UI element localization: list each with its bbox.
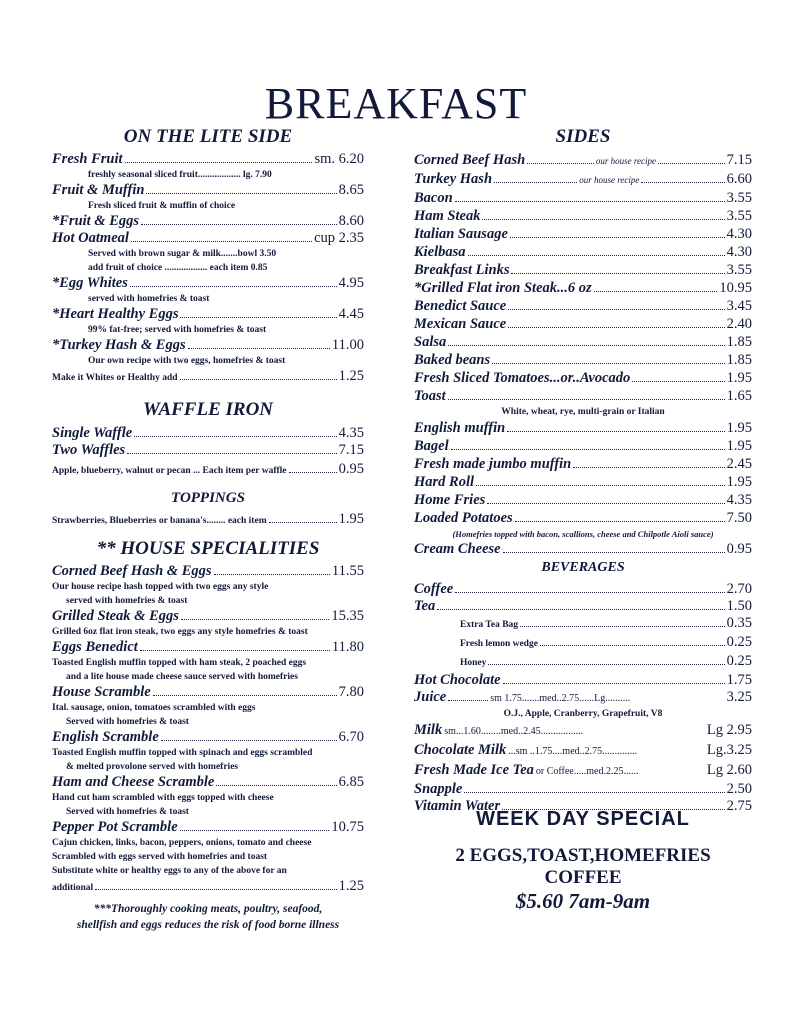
item-price: 2.50 [726, 781, 752, 797]
cream-cheese-row [414, 541, 752, 558]
item-price: 1.75 [726, 672, 752, 688]
sides-list [414, 151, 752, 405]
dot-leader [476, 485, 725, 486]
dot-leader [488, 664, 724, 665]
side-item [414, 151, 752, 170]
hot-chocolate-row [414, 672, 752, 689]
item-price: Lg.3.25 [706, 742, 752, 758]
toppings-label: Strawberries, Blueberries or banana's........ each item [52, 516, 267, 526]
side-item [414, 261, 752, 279]
dot-leader [448, 700, 488, 701]
item-price: 7.15 [338, 442, 364, 458]
side-item [414, 333, 752, 351]
item-price: 11.00 [331, 337, 364, 353]
item-price: 11.80 [331, 639, 364, 655]
side-item [414, 491, 752, 509]
item-price: 6.70 [338, 729, 364, 745]
item-price: 2.70 [726, 581, 752, 597]
dot-leader [451, 449, 725, 450]
item-description: Our own recipe with two eggs, homefries & toast [88, 356, 286, 366]
item-price: 6.60 [726, 171, 753, 187]
item-name: Grilled Steak & Eggs [52, 608, 179, 624]
item-name: *Egg Whites [52, 275, 128, 291]
item-name: Juice [414, 689, 447, 705]
dot-leader [141, 224, 337, 225]
side-item [414, 387, 752, 405]
dot-leader [153, 695, 337, 696]
dot-leader [540, 645, 725, 646]
left-column [52, 126, 364, 933]
item-description: Toasted English muffin topped with spinach and eggs scrambled [52, 748, 313, 758]
waffle-note-label: Apple, blueberry, walnut or pecan ... Each item per waffle [52, 466, 287, 476]
item-price: 4.35 [338, 425, 364, 441]
lite-item [52, 337, 364, 354]
item-price: 1.95 [726, 438, 752, 454]
dot-leader [573, 467, 724, 468]
dot-leader [492, 363, 725, 364]
item-price: 8.60 [338, 213, 364, 229]
house-item [52, 819, 364, 836]
dot-leader [269, 522, 337, 523]
item-description: freshly seasonal sliced fruit.................. lg. 7.90 [88, 170, 272, 180]
dot-leader [508, 327, 724, 328]
side-item [414, 351, 752, 369]
item-description: served with homefries & toast [66, 596, 188, 606]
dot-leader [146, 193, 336, 194]
dot-leader [131, 241, 312, 242]
tea-extras-list [414, 615, 752, 672]
juice-sizes: sm 1.75.......med..2.75......Lg.......... [490, 693, 631, 704]
house-item [52, 729, 364, 746]
item-name: *Turkey Hash & Eggs [52, 337, 186, 353]
item-name: Ham and Cheese Scramble [52, 774, 215, 790]
dot-leader [594, 291, 718, 292]
item-price: 1.95 [726, 370, 752, 386]
item-name: *Fruit & Eggs [52, 213, 140, 229]
item-price: 2.75 [726, 798, 752, 814]
tea-extra-item [414, 615, 752, 634]
dot-leader [482, 219, 724, 220]
item-description: and a lite house made cheese sauce served with homefries [66, 672, 298, 682]
tea-row [414, 598, 752, 615]
dot-leader [181, 619, 329, 620]
item-name: Toast [414, 388, 446, 404]
potatoes-note: (Homefries topped with bacon, scallions, cheese and Chilpotle Aioli sauce) [452, 529, 714, 539]
waffle-item [52, 442, 364, 459]
side-item [414, 419, 752, 437]
item-name: English Scramble [52, 729, 159, 745]
lite-addon-label: Make it Whites or Healthy add [52, 373, 178, 383]
item-price: 3.45 [726, 298, 752, 314]
house-item [52, 684, 364, 701]
item-description: Hand cut ham scrambled with eggs topped with cheese [52, 793, 274, 803]
item-name: Fresh Fruit [52, 151, 123, 167]
item-price: 0.35 [726, 615, 752, 631]
item-description: Ital. sausage, onion, tomatoes scrambled with eggs [52, 703, 256, 713]
dot-leader [527, 163, 594, 164]
lite-addon-price: 1.25 [338, 368, 364, 384]
item-price: 1.85 [726, 334, 752, 350]
dot-leader [180, 830, 330, 831]
item-name: *Heart Healthy Eggs [52, 306, 179, 322]
item-name: Kielbasa [414, 244, 466, 260]
item-price: Lg 2.60 [706, 762, 752, 778]
juice-row [414, 689, 752, 707]
right-column [414, 126, 752, 815]
house-item [52, 563, 364, 580]
item-description: 99% fat-free; served with homefries & toast [88, 325, 267, 335]
dot-leader [125, 162, 313, 163]
side-item [414, 315, 752, 333]
item-price: 0.25 [726, 653, 752, 669]
house-heading: ** HOUSE SPECIALITIES [96, 538, 320, 559]
item-name: Fresh Sliced Tomatoes...or..Avocado [414, 370, 631, 386]
item-name: Turkey Hash [414, 171, 493, 187]
item-name: Two Waffles [52, 442, 126, 458]
item-name: Salsa [414, 334, 447, 350]
lite-item [52, 230, 364, 247]
side-item [414, 509, 752, 527]
juice-note: O.J., Apple, Cranberry, Grapefruit, V8 [503, 709, 663, 719]
item-price: 3.25 [726, 689, 752, 705]
dot-leader [437, 609, 724, 610]
special-line-1: 2 EGGS,TOAST,HOMEFRIES [455, 845, 711, 866]
item-name: Ham Steak [414, 208, 481, 224]
item-price: Lg 2.95 [706, 722, 752, 738]
dot-leader [134, 436, 336, 437]
dot-leader [188, 348, 330, 349]
item-price: 3.55 [726, 208, 752, 224]
item-name: Fruit & Muffin [52, 182, 145, 198]
house-addon [52, 878, 364, 897]
item-price: cup 2.35 [314, 230, 364, 246]
item-sizes: ...sm ..1.75....med..2.75.............. [508, 746, 638, 757]
weekday-special [414, 808, 752, 914]
side-item [414, 297, 752, 315]
item-description: & melted provolone served with homefries [66, 762, 239, 772]
item-description: Served with homefries & toast [66, 717, 189, 727]
dot-leader [658, 163, 725, 164]
dot-leader [455, 201, 725, 202]
item-name: Extra Tea Bag [460, 620, 519, 630]
milk-item [414, 721, 752, 741]
item-price: 8.65 [338, 182, 364, 198]
toppings-price: 1.95 [338, 511, 364, 527]
dot-leader [455, 592, 724, 593]
dot-leader [468, 255, 725, 256]
item-price: 11.55 [331, 563, 364, 579]
item-price: 4.30 [726, 226, 752, 242]
item-description: Our house recipe hash topped with two eggs any style [52, 582, 269, 592]
dot-leader [95, 889, 336, 890]
house-item [52, 774, 364, 791]
beverages-heading: BEVERAGES [541, 560, 625, 575]
side-item [414, 207, 752, 225]
item-price: 1.95 [726, 420, 752, 436]
item-name: Benedict Sauce [414, 298, 507, 314]
item-name: Tea [414, 598, 436, 614]
item-price: 1.50 [726, 598, 752, 614]
lite-item [52, 151, 364, 168]
item-description: Fresh sliced fruit & muffin of choice [88, 201, 236, 211]
house-extra-1: Scrambled with eggs served with homefries and toast [52, 852, 268, 862]
dot-leader [508, 309, 724, 310]
tea-extra-item [414, 634, 752, 653]
item-name: Corned Beef Hash [414, 152, 526, 168]
side-item [414, 369, 752, 387]
item-description: Cajun chicken, links, bacon, peppers, onions, tomato and cheese [52, 838, 312, 848]
waffle-note [52, 461, 364, 480]
item-price: 1.85 [726, 352, 752, 368]
item-name: Breakfast Links [414, 262, 510, 278]
dot-leader [127, 453, 336, 454]
dot-leader [503, 683, 725, 684]
item-name: Baked beans [414, 352, 491, 368]
side-item [414, 170, 752, 189]
item-description: Toasted English muffin topped with ham steak, 2 poached eggs [52, 658, 307, 668]
item-name: Coffee [414, 581, 454, 597]
dot-leader [632, 381, 724, 382]
footer-line-2: shellfish and eggs reduces the risk of food borne illness [76, 919, 340, 931]
item-sizes: or Coffee.....med.2.25...... [535, 766, 639, 777]
footer-line-1: ***Thoroughly cooking meats, poultry, seafood, [93, 903, 323, 915]
item-price: 6.85 [338, 774, 364, 790]
house-addon-label: additional [52, 883, 94, 893]
item-name: Eggs Benedict [52, 639, 138, 655]
dot-leader [448, 345, 724, 346]
milk-list [414, 721, 752, 781]
item-note: our house recipe [579, 175, 640, 185]
item-description: Grilled 6oz flat iron steak, two eggs any style homefries & toast [52, 627, 308, 637]
item-description: add fruit of choice .................. each item 0.85 [88, 263, 268, 273]
dot-leader [289, 472, 337, 473]
house-list [52, 563, 364, 850]
item-price: 4.30 [726, 244, 752, 260]
item-name: Loaded Potatoes [414, 510, 513, 526]
item-price: 4.95 [338, 275, 364, 291]
item-description: served with homefries & toast [88, 294, 210, 304]
item-price: 7.80 [338, 684, 364, 700]
item-price: 3.55 [726, 190, 752, 206]
dot-leader [140, 650, 330, 651]
dot-leader [511, 273, 724, 274]
lite-item [52, 213, 364, 230]
lite-item [52, 275, 364, 292]
item-price: 4.35 [726, 492, 752, 508]
item-name: Bacon [414, 190, 453, 206]
milk-item [414, 741, 752, 761]
item-price: 0.25 [726, 634, 752, 650]
dot-leader [448, 399, 725, 400]
side-item [414, 437, 752, 455]
snapple-row [414, 781, 752, 798]
special-heading: WEEK DAY SPECIAL [476, 808, 690, 830]
waffle-list [52, 425, 364, 459]
item-price: 15.35 [331, 608, 364, 624]
item-name: English muffin [414, 420, 506, 436]
dot-leader [510, 237, 725, 238]
item-sizes: sm...1.60........med..2.45................. [444, 726, 584, 737]
item-note: our house recipe [595, 156, 656, 166]
waffle-note-price: 0.95 [338, 461, 364, 477]
item-name: Hot Oatmeal [52, 230, 129, 246]
house-addon-price: 1.25 [338, 878, 364, 894]
item-price: 0.95 [726, 541, 752, 557]
dot-leader [180, 379, 337, 380]
item-name: Single Waffle [52, 425, 133, 441]
side-item [414, 243, 752, 261]
house-item [52, 608, 364, 625]
side-item [414, 473, 752, 491]
item-price: 10.75 [331, 819, 364, 835]
lite-list [52, 151, 364, 368]
dot-leader [503, 552, 725, 553]
item-name: Pepper Pot Scramble [52, 819, 178, 835]
item-price: 10.95 [719, 280, 752, 296]
dot-leader [507, 431, 724, 432]
dot-leader [180, 317, 336, 318]
menu-title: BREAKFAST [264, 79, 528, 128]
item-price: 3.55 [726, 262, 752, 278]
waffle-heading: WAFFLE IRON [142, 399, 274, 420]
item-name: Corned Beef Hash & Eggs [52, 563, 212, 579]
toppings-heading: TOPPINGS [171, 490, 245, 506]
item-description: Served with homefries & toast [66, 807, 189, 817]
lite-heading: ON THE LITE SIDE [123, 126, 293, 147]
item-name: Vitamin Water [414, 798, 501, 814]
item-description: Served with brown sugar & milk.......bowl 3.50 [88, 249, 277, 259]
item-name: Fresh lemon wedge [460, 639, 538, 649]
item-price: 4.45 [338, 306, 364, 322]
food-safety-notice [52, 901, 364, 933]
dot-leader [214, 574, 330, 575]
item-name: Home Fries [414, 492, 486, 508]
waffle-item [52, 425, 364, 442]
dot-leader [464, 792, 724, 793]
side-item [414, 225, 752, 243]
tea-extra-item [414, 653, 752, 672]
toppings-row [52, 511, 364, 530]
side-item [414, 279, 752, 297]
side-item [414, 455, 752, 473]
dot-leader [487, 503, 724, 504]
sides2-list [414, 419, 752, 527]
special-line-2: COFFEE [544, 867, 622, 888]
item-name: Bagel [414, 438, 449, 454]
item-price: 7.50 [726, 510, 752, 526]
dot-leader [494, 182, 577, 183]
house-extra-2: Substitute white or healthy eggs to any of the above for an [52, 866, 287, 876]
house-item [52, 639, 364, 656]
item-price: 2.40 [726, 316, 752, 332]
dot-leader [161, 740, 337, 741]
lite-item [52, 182, 364, 199]
item-name: Milk [414, 722, 443, 738]
dot-leader [130, 286, 337, 287]
lite-addon [52, 368, 364, 387]
dot-leader [216, 785, 336, 786]
item-name: Snapple [414, 781, 463, 797]
item-name: Fresh made jumbo muffin [414, 456, 572, 472]
item-name: *Grilled Flat iron Steak...6 oz [414, 280, 592, 296]
item-name: House Scramble [52, 684, 151, 700]
lite-item [52, 306, 364, 323]
item-name: Chocolate Milk [414, 742, 507, 758]
dot-leader [641, 182, 724, 183]
item-price: 7.15 [726, 152, 753, 168]
item-name: Honey [460, 658, 487, 668]
coffee-row [414, 581, 752, 598]
side-item [414, 189, 752, 207]
milk-item [414, 761, 752, 781]
item-price: sm. 6.20 [314, 151, 364, 167]
dot-leader [515, 521, 725, 522]
item-name: Italian Sausage [414, 226, 508, 242]
item-price: 1.95 [726, 474, 752, 490]
item-name: Fresh Made Ice Tea [414, 762, 534, 778]
item-name: Cream Cheese [414, 541, 501, 557]
special-price: $5.60 7am-9am [515, 889, 651, 913]
item-name: Mexican Sauce [414, 316, 507, 332]
item-name: Hot Chocolate [414, 672, 501, 688]
sides-heading: SIDES [555, 126, 611, 147]
item-name: Hard Roll [414, 474, 475, 490]
toast-note: White, wheat, rye, multi-grain or Italian [501, 407, 665, 417]
item-price: 2.45 [726, 456, 752, 472]
dot-leader [520, 626, 725, 627]
item-price: 1.65 [726, 388, 752, 404]
